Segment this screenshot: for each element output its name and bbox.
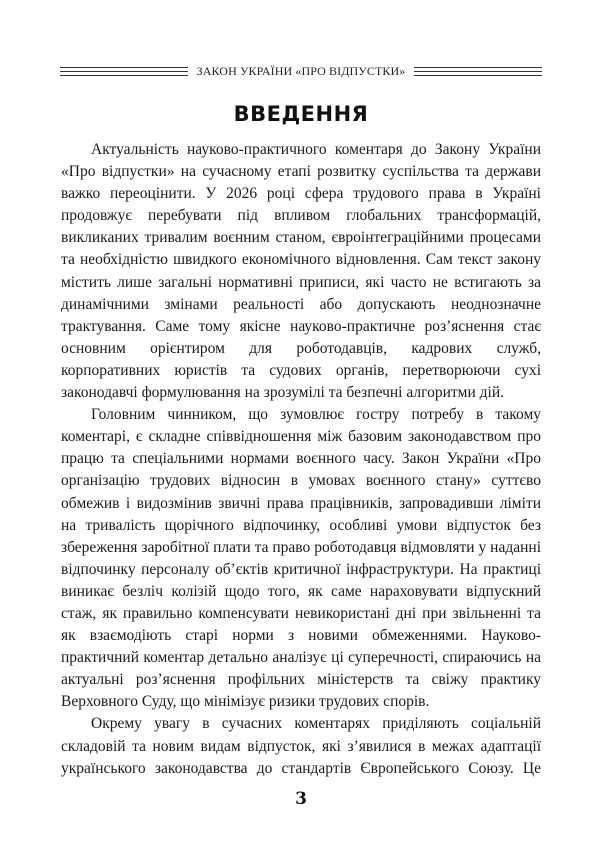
running-title: ЗАКОН УКРАЇНИ «ПРО ВІДПУСТКИ» — [196, 63, 406, 78]
paragraph-2: Головним чинником, що зумовлює гостру потребу в такому коментарі, є складне співвідношення між базовим законодавством про працю та спеціальними нормами воєнного часу. Закон України «Про організацію трудових відносин в умовах воєнного стану» суттєво обмежив і видозмінив звичні права працівників, запровадивши ліміти на тривалість щорічного відпочинку, особливі умови відпусток без збереження заробітної плати та право роботодавця відмовляти у наданні відпочинку персоналу об’єктів критичної інфраструктури. На практиці виникає безліч колізій щодо того, як саме нараховувати відпускний стаж, як правильно компенсувати невикористані дні при звільненні та як взаємодіють старі норми з новими обмеженнями. Науково-практичний коментар детально аналізує ці суперечності, спираючись на актуальні роз’яснення профільних міністерств та свіжу практику Верховного Суду, що мінімізує ризики трудових спорів. — [61, 406, 541, 711]
header-rule-left — [60, 67, 188, 76]
body-text — [61, 139, 541, 779]
paragraph-1: Актуальність науково-практичного коментаря до Закону України «Про відпустки» на сучасному етапі розвитку суспільства та держави важко переоцінити. У 2026 році сфера трудового права в Україні продовжує перебувати під впливом глобальних трансформацій, викликаних тривалим воєнним станом, євроінтеграційними процесами та необхідністю швидкого економічного відновлення. Сам текст закону містить лише загальні нормативні приписи, які часто не встигають за динамічними змінами реальності або допускають неоднозначне трактування. Саме тому якісне науково-практичне роз’яснення стає основним орієнтиром для роботодавців, кадрових служб, корпоративних юристів та судових органів, перетворюючи сухі законодавчі формулювання на зрозумілі та безпечні алгоритми дій. — [61, 141, 541, 402]
paragraph-3: Окрему увагу в сучасних коментарях приділяють соціальній складовій та новим видам відпусток, які з’явилися в межах адаптації українського законодавства до стандартів Європейського Союзу. Це — [61, 715, 541, 777]
page-number: 3 — [295, 789, 307, 809]
chapter-title: ВВЕДЕННЯ — [233, 102, 369, 126]
running-header — [60, 62, 542, 80]
header-rule-right — [414, 67, 542, 76]
